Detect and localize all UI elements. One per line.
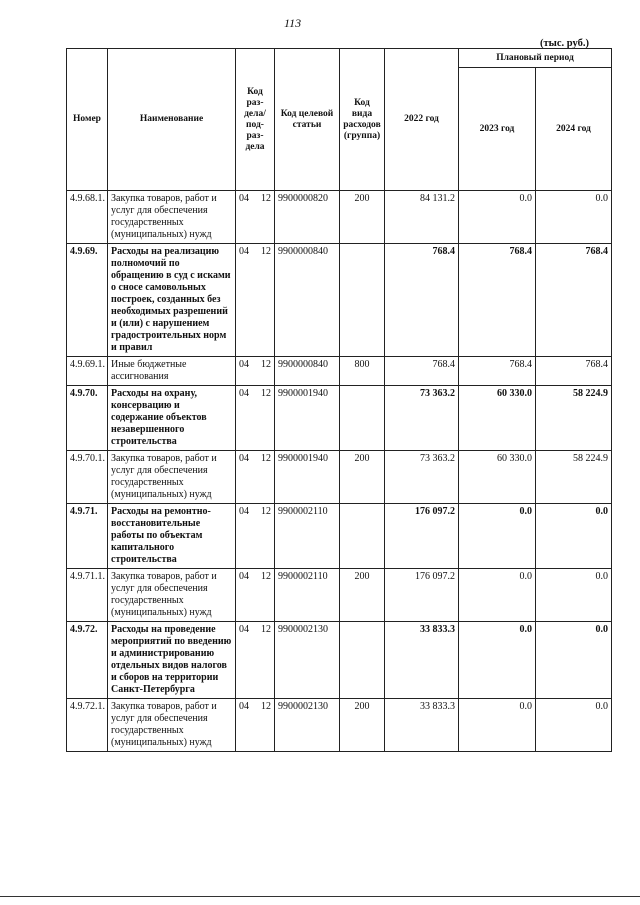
row-subsection-code: 12	[261, 701, 271, 712]
header-planned-period: Плановый период	[459, 49, 612, 68]
row-subsection-code: 12	[261, 193, 271, 204]
row-value-2024: 58 224.9	[536, 386, 612, 451]
row-expense-type: 200	[340, 191, 385, 244]
table-body	[67, 191, 612, 752]
row-section-code: 04	[239, 359, 249, 370]
bottom-divider	[0, 896, 640, 897]
row-division-code	[236, 569, 275, 622]
row-value-2024: 0.0	[536, 191, 612, 244]
table-row	[67, 451, 612, 504]
row-subsection-code: 12	[261, 571, 271, 582]
row-value-2022: 84 131.2	[385, 191, 459, 244]
row-division-code	[236, 244, 275, 357]
row-section-code: 04	[239, 701, 249, 712]
row-division-code	[236, 357, 275, 386]
row-value-2022: 73 363.2	[385, 386, 459, 451]
row-value-2023: 0.0	[459, 504, 536, 569]
row-subsection-code: 12	[261, 359, 271, 370]
row-name: Расходы на реализацию полномочий по обращению в суд с исками о сносе самовольных построек, созданных без необходимых разрешений и (или) с нарушением градостроительных норм и правил	[108, 244, 236, 357]
row-value-2022: 176 097.2	[385, 569, 459, 622]
row-value-2022: 33 833.3	[385, 622, 459, 699]
table-row	[67, 622, 612, 699]
row-value-2024: 58 224.9	[536, 451, 612, 504]
row-value-2022: 73 363.2	[385, 451, 459, 504]
row-subsection-code: 12	[261, 246, 271, 257]
row-value-2023: 60 330.0	[459, 451, 536, 504]
row-name: Закупка товаров, работ и услуг для обеспечения государственных (муниципальных) нужд	[108, 191, 236, 244]
row-expense-type	[340, 386, 385, 451]
table-row	[67, 357, 612, 386]
row-number: 4.9.68.1.	[67, 191, 108, 244]
row-number: 4.9.70.	[67, 386, 108, 451]
row-subsection-code: 12	[261, 388, 271, 399]
row-number: 4.9.70.1.	[67, 451, 108, 504]
row-value-2023: 0.0	[459, 699, 536, 752]
row-section-code: 04	[239, 453, 249, 464]
row-number: 4.9.72.	[67, 622, 108, 699]
row-value-2023: 768.4	[459, 357, 536, 386]
row-name: Закупка товаров, работ и услуг для обеспечения государственных (муниципальных) нужд	[108, 699, 236, 752]
table-row	[67, 386, 612, 451]
row-number: 4.9.71.1.	[67, 569, 108, 622]
table-row	[67, 244, 612, 357]
header-year-2023: 2023 год	[459, 68, 536, 191]
table-row	[67, 699, 612, 752]
row-division-code	[236, 386, 275, 451]
page-number: 113	[284, 16, 302, 30]
row-number: 4.9.69.1.	[67, 357, 108, 386]
row-value-2023: 0.0	[459, 569, 536, 622]
row-target-code: 9900000840	[275, 244, 340, 357]
row-value-2024: 768.4	[536, 357, 612, 386]
row-value-2022: 768.4	[385, 357, 459, 386]
row-name: Иные бюджетные ассигнования	[108, 357, 236, 386]
row-value-2022: 176 097.2	[385, 504, 459, 569]
row-value-2024: 0.0	[536, 569, 612, 622]
units-label: (тыс. руб.)	[540, 38, 589, 49]
row-expense-type	[340, 622, 385, 699]
row-division-code	[236, 191, 275, 244]
row-section-code: 04	[239, 193, 249, 204]
header-name: Наименование	[108, 49, 236, 191]
row-value-2023: 60 330.0	[459, 386, 536, 451]
row-value-2024: 0.0	[536, 699, 612, 752]
row-target-code: 9900002110	[275, 569, 340, 622]
header-expense-type: Код вида расходов (группа)	[340, 49, 385, 191]
header-year-2024: 2024 год	[536, 68, 612, 191]
row-value-2022: 768.4	[385, 244, 459, 357]
header-year-2022: 2022 год	[385, 49, 459, 191]
row-division-code	[236, 622, 275, 699]
row-number: 4.9.69.	[67, 244, 108, 357]
row-target-code: 9900001940	[275, 451, 340, 504]
row-division-code	[236, 504, 275, 569]
row-name: Расходы на охрану, консервацию и содержание объектов незавершенного строительства	[108, 386, 236, 451]
header-number: Номер	[67, 49, 108, 191]
row-subsection-code: 12	[261, 506, 271, 517]
row-subsection-code: 12	[261, 453, 271, 464]
row-target-code: 9900001940	[275, 386, 340, 451]
row-section-code: 04	[239, 388, 249, 399]
row-value-2023: 0.0	[459, 622, 536, 699]
row-division-code	[236, 699, 275, 752]
row-division-code	[236, 451, 275, 504]
row-value-2023: 0.0	[459, 191, 536, 244]
row-name: Расходы на проведение мероприятий по введению и администрированию отдельных видов налогов и сборов на территории Санкт-Петербурга	[108, 622, 236, 699]
header-target-code: Код целевой статьи	[275, 49, 340, 191]
row-subsection-code: 12	[261, 624, 271, 635]
table-row	[67, 504, 612, 569]
row-target-code: 9900002130	[275, 699, 340, 752]
row-expense-type: 200	[340, 451, 385, 504]
row-section-code: 04	[239, 506, 249, 517]
row-section-code: 04	[239, 624, 249, 635]
row-number: 4.9.71.	[67, 504, 108, 569]
row-value-2022: 33 833.3	[385, 699, 459, 752]
row-section-code: 04	[239, 571, 249, 582]
row-value-2024: 0.0	[536, 622, 612, 699]
row-expense-type: 200	[340, 569, 385, 622]
row-expense-type	[340, 244, 385, 357]
row-target-code: 9900000820	[275, 191, 340, 244]
row-value-2023: 768.4	[459, 244, 536, 357]
row-name: Закупка товаров, работ и услуг для обеспечения государственных (муниципальных) нужд	[108, 451, 236, 504]
row-number: 4.9.72.1.	[67, 699, 108, 752]
table-row	[67, 569, 612, 622]
row-target-code: 9900002130	[275, 622, 340, 699]
table-row	[67, 191, 612, 244]
row-value-2024: 768.4	[536, 244, 612, 357]
budget-table	[66, 48, 612, 752]
row-target-code: 9900002110	[275, 504, 340, 569]
row-target-code: 9900000840	[275, 357, 340, 386]
row-name: Расходы на ремонтно-восстановительные работы по объектам капитального строительства	[108, 504, 236, 569]
row-expense-type	[340, 504, 385, 569]
row-section-code: 04	[239, 246, 249, 257]
table-header	[67, 49, 612, 191]
row-expense-type: 200	[340, 699, 385, 752]
row-expense-type: 800	[340, 357, 385, 386]
header-division-code: Код раз-дела/ под-раз-дела	[236, 49, 275, 191]
row-name: Закупка товаров, работ и услуг для обеспечения государственных (муниципальных) нужд	[108, 569, 236, 622]
row-value-2024: 0.0	[536, 504, 612, 569]
